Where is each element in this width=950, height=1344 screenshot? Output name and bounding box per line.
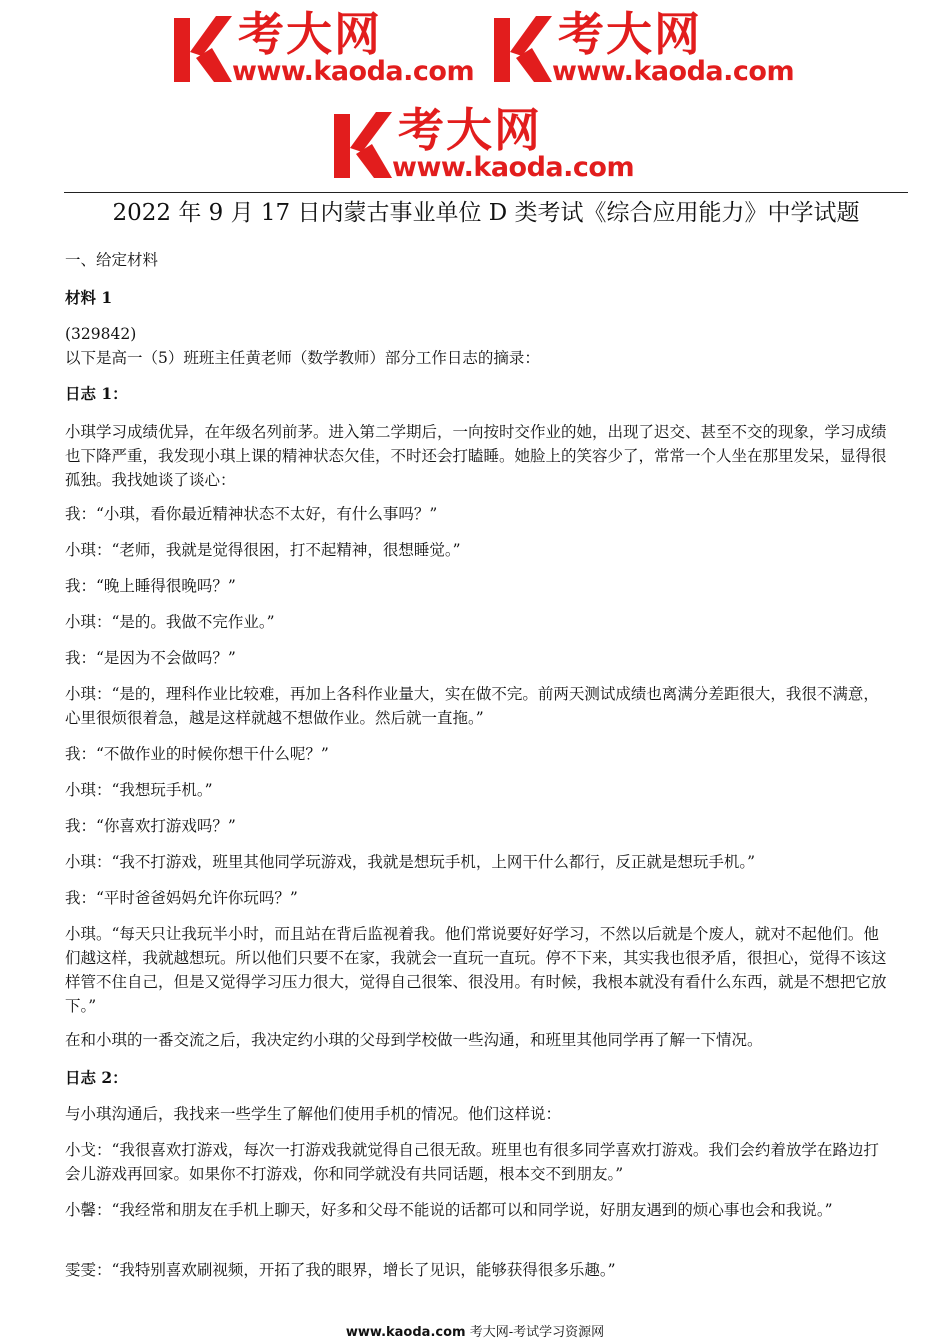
log2-heading: 日志 2： xyxy=(65,1068,128,1087)
log1-heading: 日志 1： xyxy=(65,384,128,403)
dialogue-line: 我：“平时爸爸妈妈允许你玩吗？” xyxy=(65,889,298,907)
logo-brand: 考大网 xyxy=(238,7,382,61)
dialogue-line: 我：“是因为不会做吗？” xyxy=(65,649,236,667)
log2-intro: 与小琪沟通后，我找来一些学生了解他们使用手机的情况。他们这样说： xyxy=(65,1105,562,1123)
dialogue-line: 我：“不做作业的时候你想干什么呢？” xyxy=(65,745,329,763)
logo-url: www.kaoda.com xyxy=(392,152,635,183)
dialogue-line: 小琪。“每天只让我玩半小时，而且站在背后监视着我。他们常说要好好学习，不然以后就是个废人，就对不起他们。他们越这样，我就越想玩。所以他们只要不在家，我就会一直玩一直玩。停不下来，其实我也很矛盾，很担心，觉得不该这样管不住自己，但是又觉得学习压力很大，觉得自己很笨、很没用。有时候，我根本就没有看什么东西，就是不想把它放下。” xyxy=(65,925,887,1015)
dialogue-line: 小琪：“我想玩手机。” xyxy=(65,781,213,799)
section-heading: 一、给定材料 xyxy=(65,251,159,269)
page-footer xyxy=(0,1324,950,1342)
student-statement: 小馨：“我经常和朋友在手机上聊天，好多和父母不能说的话都可以和同学说，好朋友遇到的烦心事也会和我说。” xyxy=(65,1201,833,1219)
k-logo-icon xyxy=(332,108,392,180)
dialogue-line: 我：“晚上睡得很晚吗？” xyxy=(65,577,236,595)
dialogue-line: 我：“你喜欢打游戏吗？” xyxy=(65,817,236,835)
dialogue-line: 小琪：“我不打游戏，班里其他同学玩游戏，我就是想玩手机，上网干什么都行，反正就是想玩手机。” xyxy=(65,853,756,871)
k-logo-icon xyxy=(492,12,552,84)
dialogue-line: 小琪：“是的，理科作业比较难，再加上各科作业量大，实在做不完。前两天测试成绩也离满分差距很大，我很不满意，心里很烦很着急，越是这样就越不想做作业。然后就一直拖。” xyxy=(65,685,879,727)
dialogue-line: 我：“小琪，看你最近精神状态不太好，有什么事吗？” xyxy=(65,505,438,523)
document-title: 2022 年 9 月 17 日内蒙古事业单位 D 类考试《综合应用能力》中学试题 xyxy=(112,200,860,226)
header-logos xyxy=(0,0,950,190)
k-logo-icon xyxy=(172,12,232,84)
student-statement: 雯雯：“我特别喜欢刷视频，开拓了我的眼界，增长了见识，能够获得很多乐趣。” xyxy=(65,1261,616,1279)
footer-label: 考大网-考试学习资源网 xyxy=(469,1325,605,1340)
logo-center xyxy=(332,104,652,184)
footer-url[interactable]: www.kaoda.com xyxy=(345,1325,466,1340)
material-intro: 以下是高一（5）班班主任黄老师（数学教师）部分工作日志的摘录： xyxy=(65,349,540,367)
logo-url: www.kaoda.com xyxy=(552,56,795,87)
log1-paragraph: 小琪学习成绩优异，在年级名列前茅。进入第二学期后，一向按时交作业的她，出现了迟交、甚至不交的现象，学习成绩也下降严重，我发现小琪上课的精神状态欠佳，不时还会打瞌睡。她脸上的笑容少了，常常一个人坐在那里发呆，显得很孤独。我找她谈了谈心： xyxy=(65,423,887,489)
logo-brand: 考大网 xyxy=(398,103,542,157)
logo-brand: 考大网 xyxy=(558,7,702,61)
material-heading: 材料 1 xyxy=(65,288,113,307)
header-divider xyxy=(64,192,908,193)
logo-top-left xyxy=(172,8,492,88)
log1-closing: 在和小琪的一番交流之后，我决定约小琪的父母到学校做一些沟通，和班里其他同学再了解一下情况。 xyxy=(65,1031,763,1049)
logo-top-right xyxy=(492,8,812,88)
logo-url: www.kaoda.com xyxy=(232,56,475,87)
dialogue-line: 小琪：“是的。我做不完作业。” xyxy=(65,613,275,631)
dialogue-line: 小琪：“老师，我就是觉得很困，打不起精神，很想睡觉。” xyxy=(65,541,461,559)
student-statement: 小戈：“我很喜欢打游戏，每次一打游戏我就觉得自己很无敌。班里也有很多同学喜欢打游戏。我们会约着放学在路边打会儿游戏再回家。如果你不打游戏，你和同学就没有共同话题，根本交不到朋友。” xyxy=(65,1141,879,1183)
material-code: (329842) xyxy=(65,325,137,343)
